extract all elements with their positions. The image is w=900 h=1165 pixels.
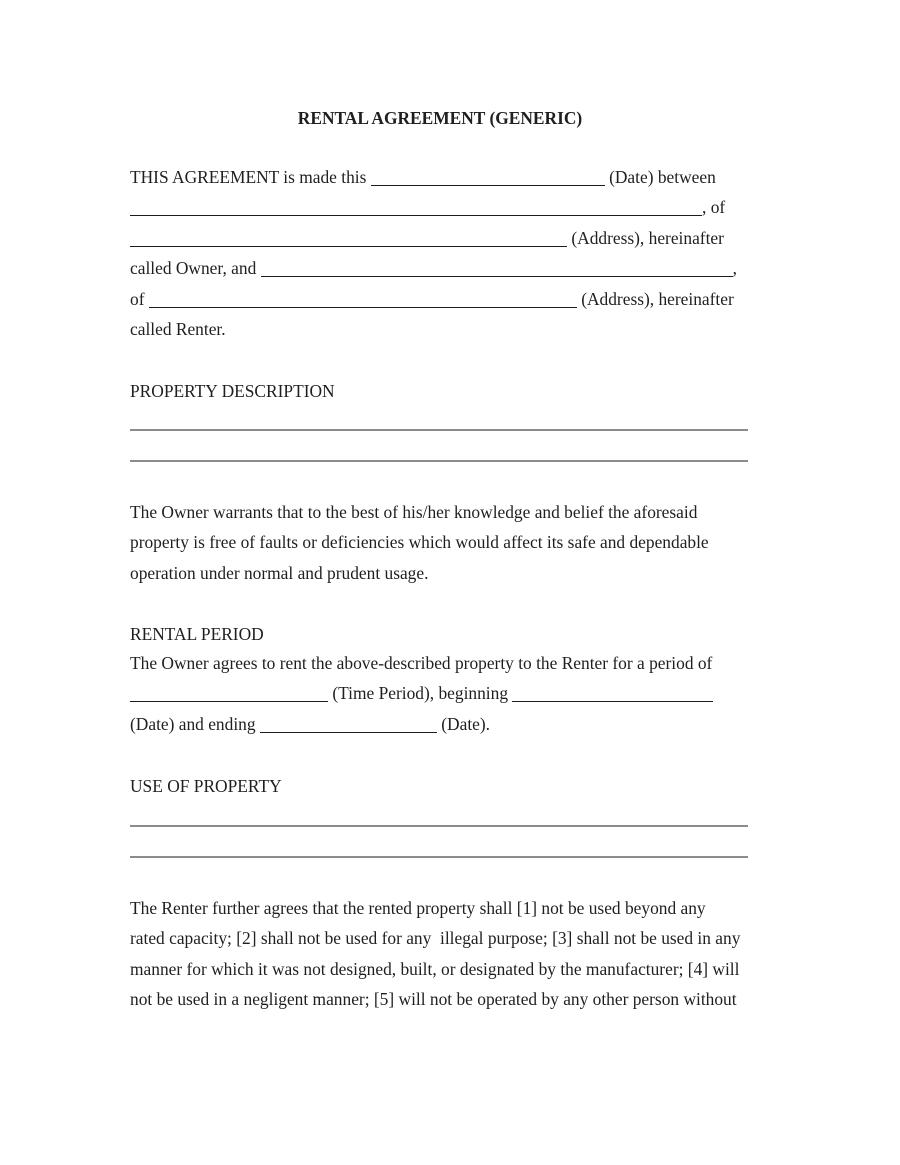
text-line: [130, 678, 713, 708]
time-period-blank: [130, 700, 328, 702]
text-run: The Owner agrees to rent the above-described property to the Renter for a period of: [130, 653, 713, 673]
owner-name-blank: [130, 214, 702, 216]
owner-address-blank: [130, 245, 567, 247]
document-title: RENTAL AGREEMENT (GENERIC): [297, 108, 583, 128]
text-run: not be used in a negligent manner; [5] will not be operated by any other person without: [130, 989, 737, 1010]
text-run: (Address), hereinafter: [567, 227, 724, 248]
text-line: [130, 648, 713, 678]
text-run: (Time Period), beginning: [328, 683, 513, 704]
use-restrictions-paragraph: [130, 893, 740, 1015]
warranty-paragraph: [130, 497, 709, 588]
text-run: operation under normal and prudent usage.: [130, 562, 429, 583]
text-line: [130, 223, 737, 253]
text-run: rated capacity; [2] shall not be used for any illegal purpose; [3] shall not be used in any: [130, 928, 741, 949]
beginning-date-blank: [512, 700, 713, 702]
text-run: , of: [702, 197, 726, 218]
text-line: [130, 162, 737, 192]
text-run: The Owner warrants that to the best of his/her knowledge and belief the aforesaid: [130, 502, 698, 522]
rental-period-paragraph: [130, 648, 713, 739]
agreement-date-blank: [371, 184, 605, 186]
text-line: [130, 709, 713, 739]
text-run: called Owner, and: [130, 258, 261, 279]
text-run: (Date) between: [604, 167, 716, 187]
property-description-writein-line-2: [130, 460, 748, 462]
text-line: [130, 253, 737, 283]
text-line: [130, 314, 737, 344]
intro-paragraph: [130, 162, 737, 344]
text-run: THIS AGREEMENT is made this: [130, 167, 371, 187]
text-run: called Renter.: [130, 319, 226, 340]
use-of-property-writein-line-1: [130, 825, 748, 827]
text-run: ,: [732, 258, 738, 279]
use-of-property-writein-line-2: [130, 856, 748, 858]
renter-name-blank: [261, 275, 733, 277]
text-line: [130, 984, 740, 1014]
text-line: [130, 558, 709, 588]
text-run: of: [130, 288, 149, 309]
text-line: [130, 954, 740, 984]
text-line: [130, 923, 740, 953]
text-run: (Address), hereinafter: [576, 288, 734, 309]
rental-period-heading: RENTAL PERIOD: [130, 624, 264, 644]
renter-address-blank: [149, 306, 577, 308]
text-line: [130, 527, 709, 557]
text-run: manner for which it was not designed, built, or designated by the manufacturer; [4] will: [130, 958, 740, 979]
ending-date-blank: [260, 731, 437, 733]
text-line: [130, 192, 737, 222]
text-line: [130, 893, 740, 923]
use-of-property-heading: USE OF PROPERTY: [130, 776, 282, 796]
text-line: [130, 284, 737, 314]
property-description-heading: PROPERTY DESCRIPTION: [130, 381, 335, 401]
text-run: The Renter further agrees that the rented property shall [1] not be used beyond any: [130, 898, 706, 918]
text-run: (Date).: [436, 713, 491, 734]
text-line: [130, 497, 709, 527]
text-run: (Date) and ending: [130, 713, 260, 734]
text-run: property is free of faults or deficiencies which would affect its safe and dependable: [130, 532, 709, 553]
property-description-writein-line-1: [130, 429, 748, 431]
